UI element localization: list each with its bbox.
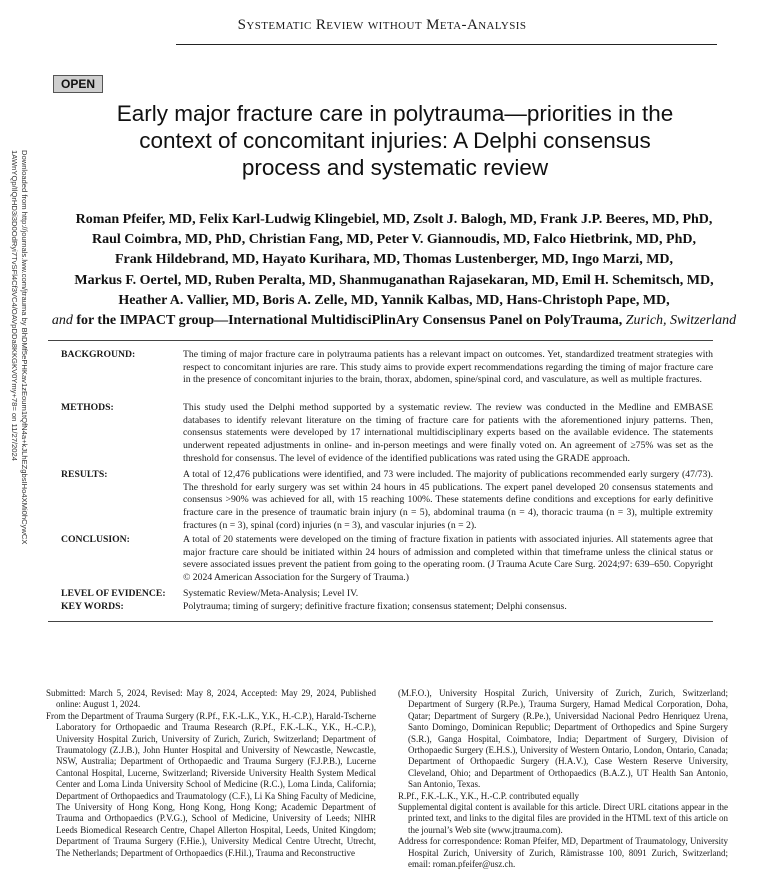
running-head-rule: [176, 44, 717, 45]
abstract-keywords-text: Polytrauma; timing of surgery; definitive fracture fixation; consensus statement; Delphi consensus.: [183, 601, 567, 612]
abstract-keywords-label: KEY WORDS:: [61, 601, 124, 612]
download-watermark-line-1: Downloaded from http://journals.lww.com/jtrauma by BhDMf5ePHKav1zEoum1tQfN4a+kJLhEZgbsIHo4XMi0hCywCX: [20, 150, 29, 545]
footnote-affiliations: From the Department of Trauma Surgery (R.Pf., F.K.-L.K., Y.K., H.-C.P.), Harald-Tscherne Laboratory for Orthopaedic and Trauma Research (R.Pf., F.K.-L.K., Y.K., H.-C.P.), University Hospital Zurich, University of Zurich, Zurich, Switzerland; Department of Traumatology (Z.J.B.), John Hunter Hospital and University of Newcastle, Newcastle, NSW, Australia; Department of Orthopaedic and Trauma Surgery (F.J.P.B.), Lucerne Cantonal Hospital, Lucerne, Switzerland; Riverside University Health System Medical Center and Loma Linda University School of Medicine (R.C.), Loma Linda, California; Department of Orthopaedics and Traumatology (C.F.), Li Ka Shing Faculty of Medicine, The University of Hong Kong, Hong Kong, Hong Kong; Academic Department of Trauma and Orthopaedics (P.V.G.), School of Medicine, University of Leeds; NIHR Leeds Biomedical Research Centre, Chapel Allerton Hospital, Leeds, United Kingdom; Department of Trauma Surgery (F.Hie.), University Medical Centre Utrecht, Utrecht, The Netherlands; Department of Orthopaedics (F.Hil.), Trauma and Reconstructive: [46, 710, 376, 858]
footnote-affiliations-continued: (M.F.O.), University Hospital Zurich, University of Zurich, Zurich, Switzerland; Department of Surgery (R.Pe.), Trauma Surgery, Hamad Medical Corporation, Doha, Qatar; Department of Surgery (R.Pe.), Universidad Nacional Pedro Henriquez Urena, Santo Domingo, Dominican Republic; Department of Orthopedics and Spine Surgery (S.R.), Ganga Hospital, Coimbatore, India; Department of Surgery, Division of Orthopaedic Surgery (E.H.S.), University of Western Ontario, London, Ontario, Canada; Department of Orthopaedic Surgery (H.A.V.), Case Western Reserve University, Cleveland, Ohio; and Department of Orthopaedics (B.A.Z.), UT Health San Antonio, San Antonio, Texas.: [398, 688, 728, 790]
abstract-results-text: A total of 12,476 publications were identified, and 73 were included. The majority of publications recommended early surgery (47/73). The threshold for early surgery was set within 24 hours in 45 publications. The expert panel developed 20 consensus statements and consensus >90% was achieved for all, with 15 reaching 100%. These statements define conditions and exceptions for early definitive fracture care in the presence of traumatic brain injury (n = 5), abdominal trauma (n = 4), thoracic trauma (n = 3), multiple extremity fractures (n = 3), spinal (cord) injuries (n = 3), and vascular injuries (n = 2).: [183, 469, 713, 531]
author-list: [44, 210, 744, 331]
abstract-results-label: RESULTS:: [61, 469, 108, 480]
footnotes-left-column: [46, 688, 376, 859]
author-line-2: Raul Coimbra, MD, PhD, Christian Fang, MD, Peter V. Giannoudis, MD, Falco Hietbrink, MD, PhD,: [92, 232, 696, 248]
abstract-level-label: LEVEL OF EVIDENCE:: [61, 588, 166, 599]
abstract-background-text: The timing of major fracture care in polytrauma patients has a relevant impact on outcomes. Yet, standardized treatment strategies with respect to concomitant injuries are rare. This study aims to provide expert recommendations regarding the timing of major fracture care in the presence of concomitant injuries to the brain, thorax, abdomen, spine/spinal cord, and vasculature, as well as multiple fractures.: [183, 349, 713, 386]
running-head: Systematic Review without Meta-Analysis: [237, 17, 527, 33]
author-group-place: Zurich, Switzerland: [625, 313, 737, 329]
abstract-level-text: Systematic Review/Meta-Analysis; Level IV.: [183, 588, 359, 599]
author-and: and: [51, 313, 73, 329]
author-line-3: Frank Hildebrand, MD, Hayato Kurihara, MD, Thomas Lustenberger, MD, Ingo Marzi, MD,: [114, 252, 674, 268]
author-line-5: Heather A. Vallier, MD, Boris A. Zelle, MD, Yannik Kalbas, MD, Hans-Christoph Pape, MD,: [118, 292, 670, 308]
author-group: for the IMPACT group—International MultidisciPlinAry Consensus Panel on PolyTrauma,: [76, 313, 623, 329]
abstract-background-label: BACKGROUND:: [61, 349, 136, 360]
abstract-conclusion-label: CONCLUSION:: [61, 534, 130, 545]
author-line-6: [44, 311, 744, 331]
footnote-correspondence: Address for correspondence: Roman Pfeifer, MD, Department of Traumatology, University Hospital Zurich, University of Zurich, Rämistrasse 100, 8091 Zurich, Switzerland; email: roman.pfeifer@usz.ch.: [398, 836, 728, 870]
footnote-supplemental: Supplemental digital content is available for this article. Direct URL citations appear in the printed text, and links to the digital files are provided in the HTML text of this article on the journal’s Web site (www.jtrauma.com).: [398, 802, 728, 835]
footnotes-right-column: [398, 688, 728, 871]
author-line-4: Markus F. Oertel, MD, Ruben Peralta, MD, Shanmuganathan Rajasekaran, MD, Emil H. Schemitsch, MD,: [74, 272, 714, 288]
article-title: [60, 100, 730, 181]
footnote-equal-contribution: R.Pf., F.K.-L.K., Y.K., H.-C.P. contributed equally: [398, 790, 580, 801]
abstract-methods-text: This study used the Delphi method supported by a systematic review. The review was conducted in the Medline and EMBASE databases to identify relevant literature on the timing of fracture care for patients with the aforementioned injury patterns. Then, consensus statements were developed by 17 international multidisciplinary experts based on the available evidence. The statements underwent repeated adjustments in online- and in-person meetings and were finally voted on. An agreement of ≥75% was set as the threshold for consensus. The level of evidence of the identified publications was rated using the GRADE approach.: [183, 402, 713, 464]
article-title-line-2: context of concomitant injuries: A Delphi consensus: [139, 128, 651, 153]
download-watermark: [9, 150, 29, 544]
footnote-submitted: Submitted: March 5, 2024, Revised: May 8, 2024, Accepted: May 29, 2024, Published online: August 1, 2024.: [46, 688, 376, 710]
download-watermark-line-2: 1AWnYQp/IlQrHD3i3D0OdRyi7TvSFl4Cf3VC4/OAVpDDa8KKGKV0Ymy+78= on 11/27/2024: [10, 150, 19, 461]
abstract-conclusion-text: A total of 20 statements were developed on the timing of fracture fixation in patients with associated injuries. All statements agree that major fracture care should be initiated within 24 hours of admission and completed within that timeframe unless the clinical status or severe associated issues prevent the patient from going to the operating room. (J Trauma Acute Care Surg. 2024;97: 639–650. Copyright © 2024 American Association for the Surgery of Trauma.): [183, 534, 713, 584]
abstract-methods-label: METHODS:: [61, 402, 114, 413]
author-line-1: Roman Pfeifer, MD, Felix Karl-Ludwig Klingebiel, MD, Zsolt J. Balogh, MD, Frank J.P. Beeres, MD, PhD,: [75, 212, 713, 227]
article-title-line-3: process and systematic review: [241, 155, 549, 180]
open-access-badge: OPEN: [53, 75, 103, 93]
article-title-line-1: Early major fracture care in polytrauma—priorities in the: [116, 101, 674, 126]
